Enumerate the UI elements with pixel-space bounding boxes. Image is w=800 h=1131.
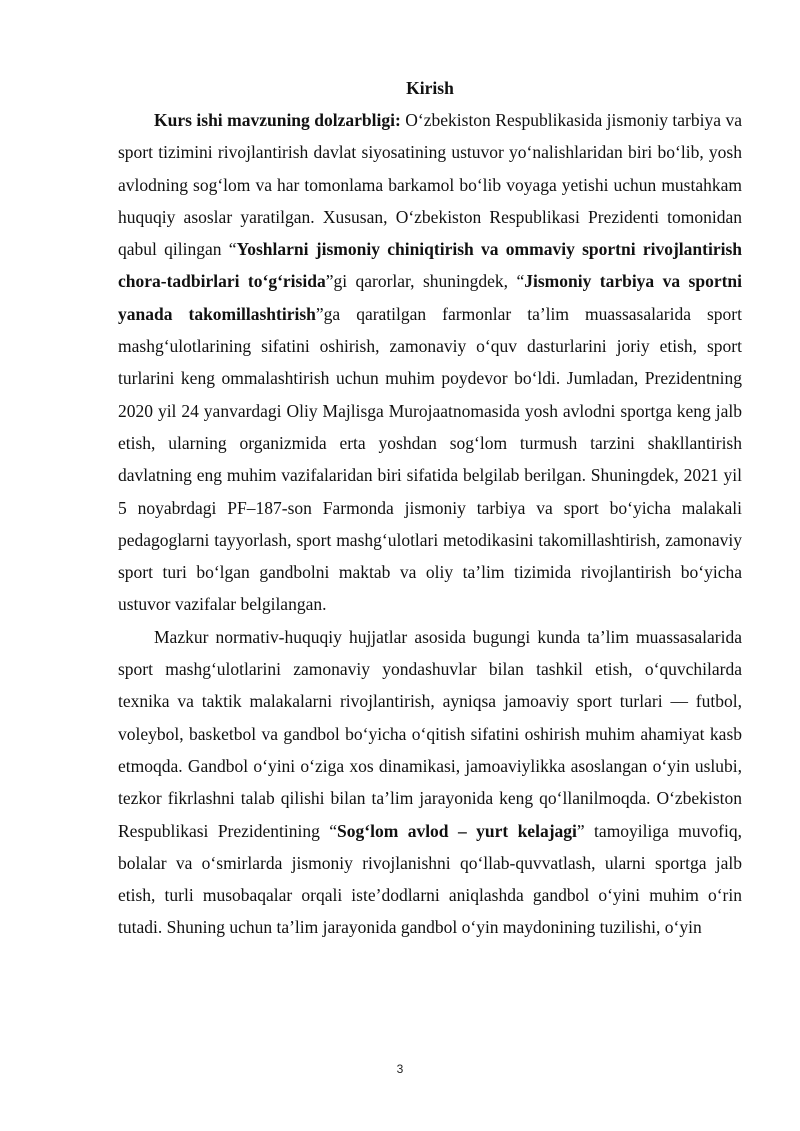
paragraph-normative	[118, 621, 742, 944]
decree-title-bold: Jismoniy tarbiya va sportni yanada takomillashtirish	[118, 271, 743, 324]
principle-bold: Sog‘lom avlod – yurt kelajagi	[337, 820, 577, 841]
paragraph-relevance	[118, 104, 742, 621]
paragraph-text: Mazkur normativ-huquqiy hujjatlar asosida bugungi kunda ta’lim muassasalarida sport mashg‘ulotlarini zamonaviy yondashuvlar bilan tashkil etish, o‘quvchilarda texnika va taktik malakalarni rivojlantirish, ayniqsa jamoaviy sport turlari — futbol, voleybol, basketbol va gandbol bo‘yicha o‘qitish sifatini oshirish muhim ahamiyat kasb etmoqda. Gandbol o‘yini o‘ziga xos dinamikasi, jamoaviylikka asoslangan o‘yin uslubi, tezkor fikrlashni talab qilishi bilan ta’lim jarayonida keng qo‘llanilmoqda. O‘zbekiston Respublikasi Prezidentining “	[118, 626, 742, 841]
paragraph-text: O‘zbekiston Respublikasida jismoniy tarbiya va sport tizimini rivojlantirish davlat siyosatining ustuvor yo‘nalishlaridan biri bo‘lib, yosh avlodning sog‘lom va har tomonlama barkamol bo‘lib voyaga yetishi uchun mustahkam huquqiy asoslar yaratilgan. Xususan, O‘zbekiston Respublikasi Prezidenti tomonidan qabul qilingan “	[118, 110, 742, 260]
paragraph-text: ”ga qaratilgan farmonlar ta’lim muassasalarida sport mashg‘ulotlarining sifatini oshirish, zamonaviy o‘quv dasturlarini joriy etish, sport turlarini keng ommalashtirish uchun muhim poydevor bo‘ldi. Jumladan, Prezidentning 2020 yil 24 yanvardagi Oliy Majlisga Murojaatnomasida yosh avlodni sportga keng jalb etish, ularning organizmida erta yoshdan sog‘lom turmush tarzini shakllantirish davlatning eng muhim vazifalaridan biri sifatida belgilab berilgan. Shuningdek, 2021 yil 5 noyabrdagi PF–187-son Farmonda jismoniy tarbiya va sport bo‘yicha malakali pedagoglarni tayyorlash, sport mashg‘ulotlari metodikasini takomillashtirish, zamonaviy sport turi bo‘lgan gandbolni maktab va oliy ta’lim tizimida rivojlantirish bo‘yicha ustuvor vazifalar belgilangan.	[118, 303, 742, 615]
paragraph-text: ” tamoyiliga muvofiq, bolalar va o‘smirlarda jismoniy rivojlanishni qo‘llab-quvvatlash, ularni sportga jalb etish, turli musobaqalar orqali iste’dodlarni aniqlashda gandbol o‘yini muhim o‘rin tutadi. Shuning uchun ta’lim jarayonida gandbol o‘yin maydonining tuzilishi, o‘yin	[118, 820, 742, 938]
paragraph-lead: Kurs ishi mavzuning dolzarbligi:	[154, 110, 401, 130]
document-page	[118, 72, 742, 944]
page-number: 3	[396, 1062, 404, 1076]
paragraph-text: ”gi qarorlar, shuningdek, “	[325, 271, 525, 292]
page-title: Kirish	[406, 78, 454, 98]
decree-title-bold: Yoshlarni jismoniy chiniqtirish va ommaviy sportni rivojlantirish chora-tadbirlari to‘g‘risida	[118, 239, 742, 292]
